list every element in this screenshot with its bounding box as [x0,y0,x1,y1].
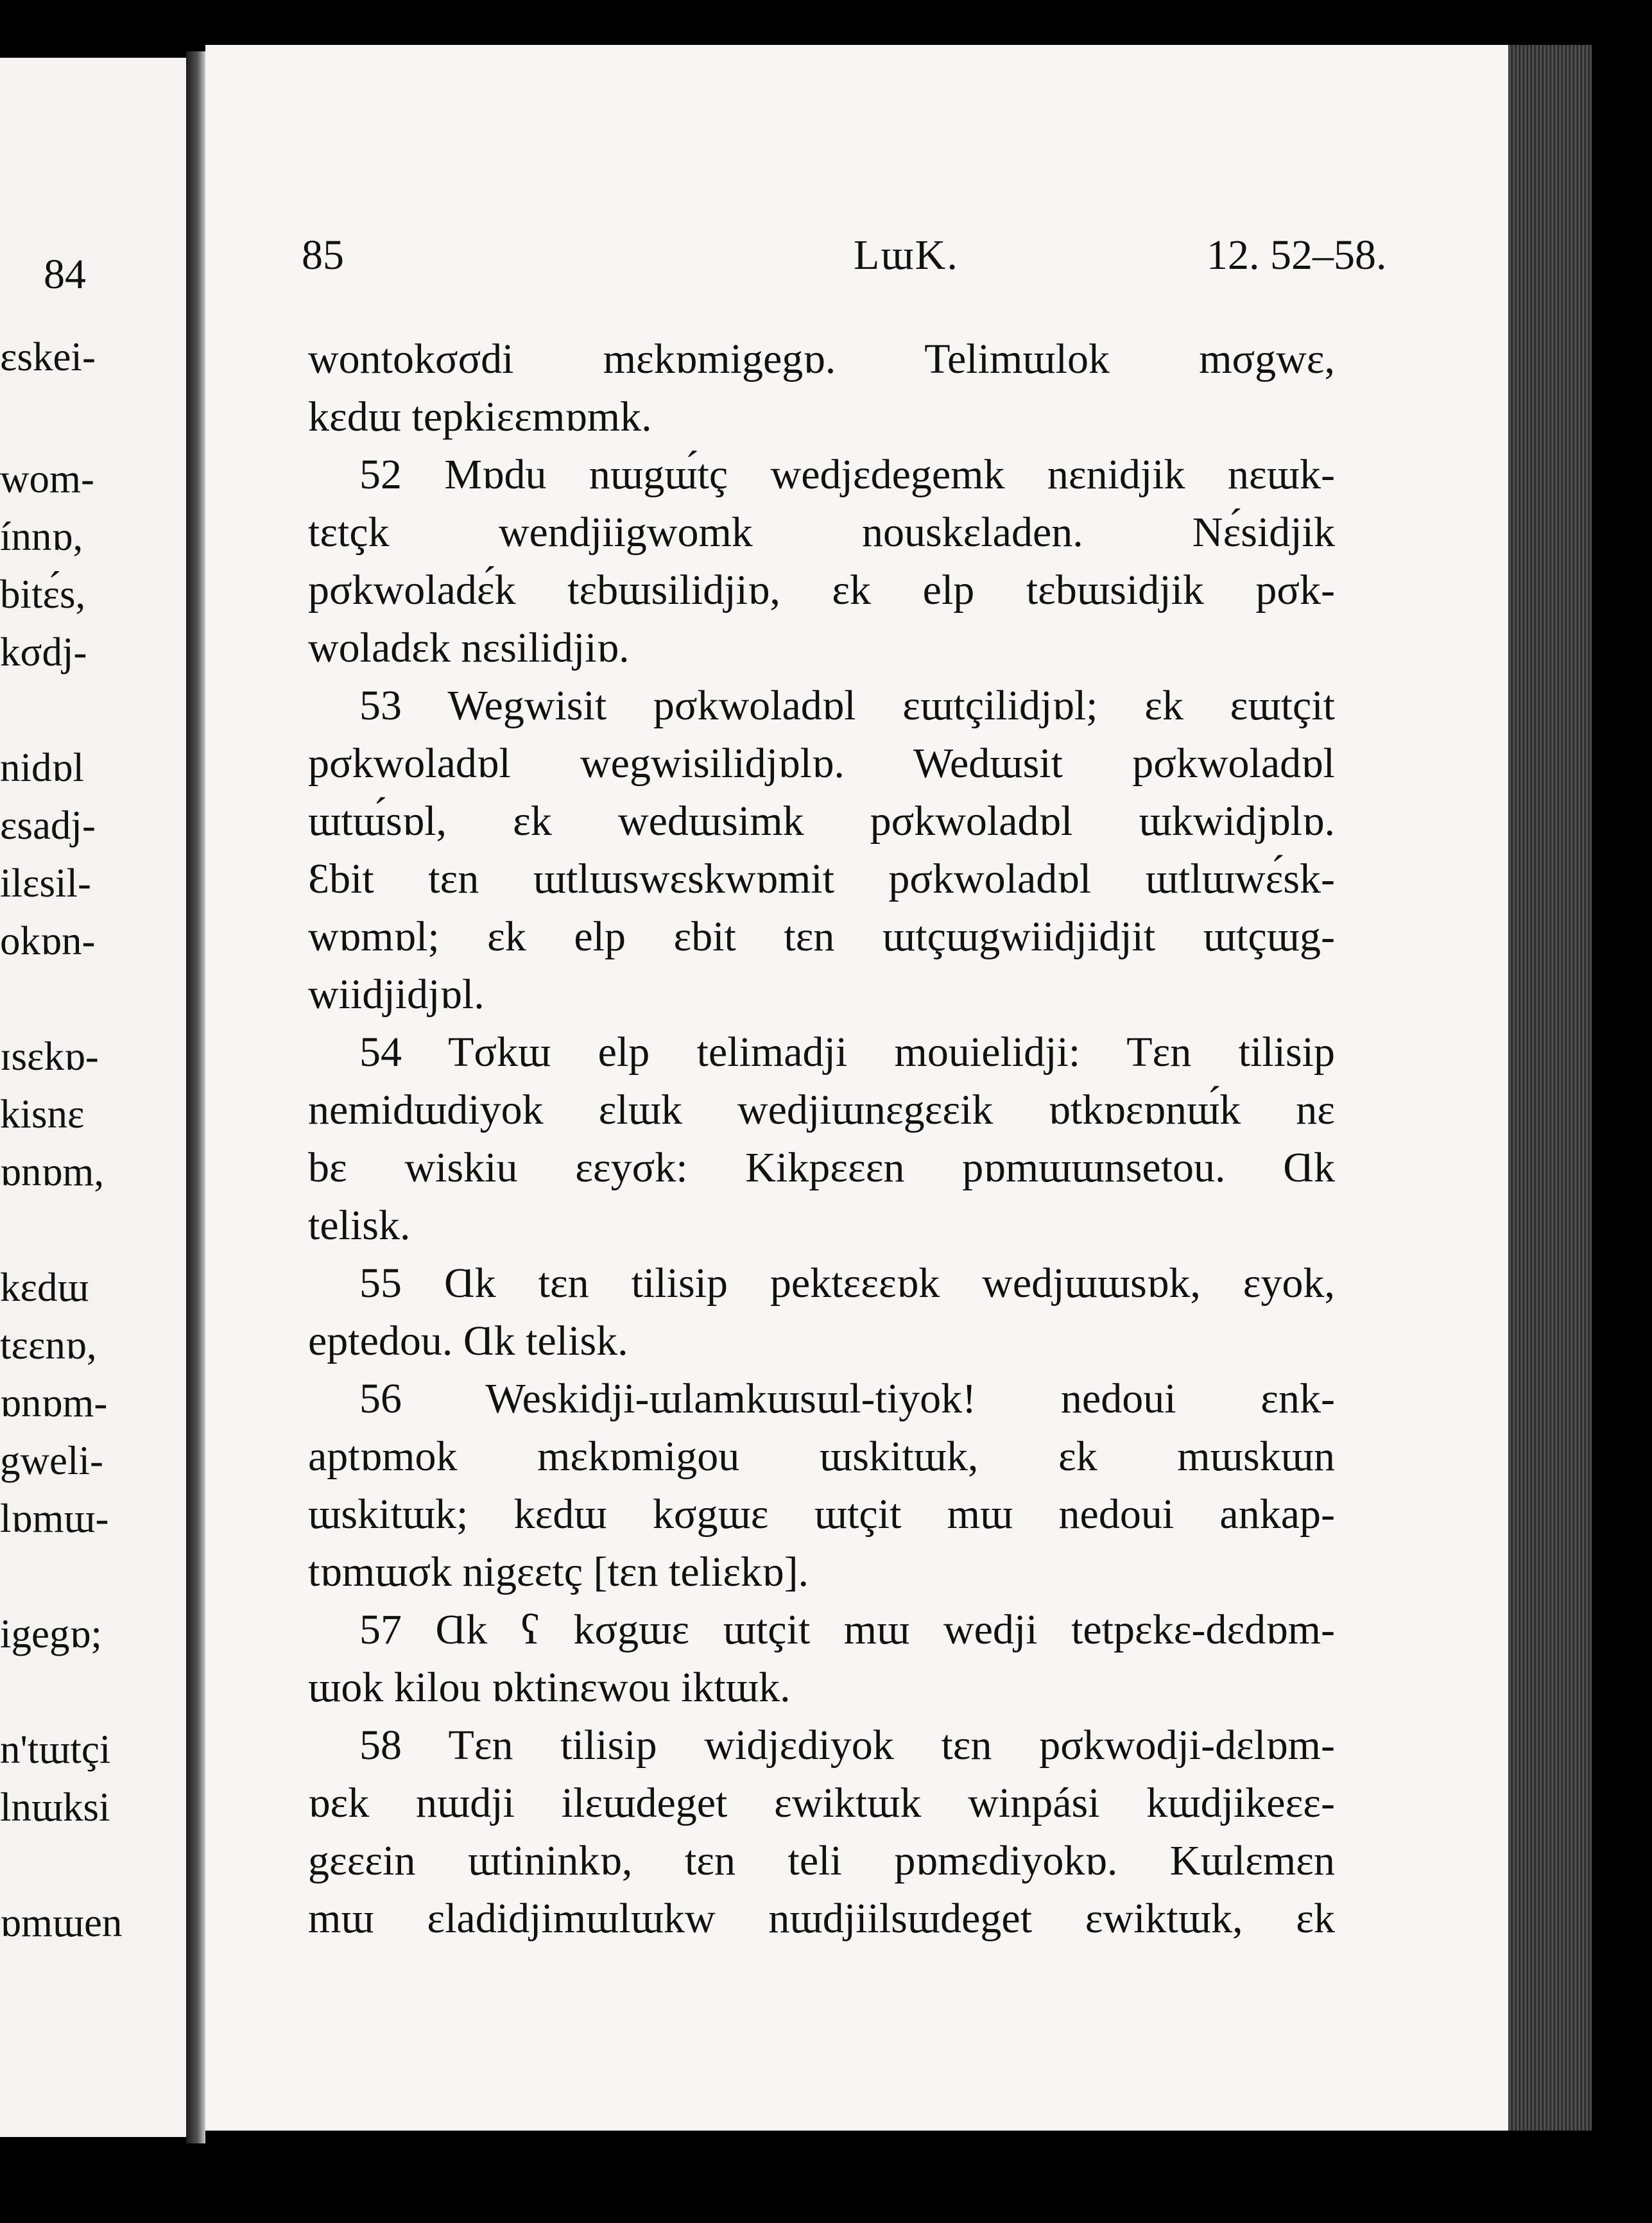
text-line: bɛ wiskiu ɛɛyσk: Kikpɛɛɛn pɒmɯɯnsetou. Ɑk [308,1144,1335,1191]
text-line: ɯtɯ́sɒl, ɛk wedɯsimk pσkwoladɒl ɯkwidjɒlɒ. [308,798,1335,845]
book-gutter [186,51,205,2143]
text-line: nemidɯdiyok ɛlɯk wedjiɯnɛgɛɛik ɒtkɒɛɒnɯ́k nɛ [308,1086,1335,1133]
text-line: wontokσσdi mɛkɒmigegɒ. Telimɯlok mσgwɛ, [308,336,1335,382]
text-line: mɯ ɛladidjimɯlɯkw nɯdjiilsɯdeget ɛwiktɯk, ɛk [308,1895,1335,1942]
page-edge-stack [1508,45,1592,2131]
text-line: telisk. [308,1202,411,1249]
left-fragment: kɛdɯ [0,1265,89,1310]
text-line: pσkwoladɛ́k tɛbɯsilidjiɒ, ɛk elp tɛbɯsidjik pσk- [308,567,1335,614]
left-fragment: n'tɯtçi [0,1727,111,1772]
right-page [205,45,1508,2131]
left-fragment: kσdj- [0,630,87,674]
text-line: Ɛbit tɛn ɯtlɯswɛskwɒmit pσkwoladɒl ɯtlɯwɛ́sk- [308,855,1335,902]
left-fragment: ɛskei- [0,334,96,379]
left-fragment: wom- [0,456,94,501]
verse-58-start: 58 Tɛn tilisip widjɛdiyok tɛn pσkwodji-dɛlɒm- [359,1722,1335,1769]
text-line: ɒɛk nɯdji ilɛɯdeget ɛwiktɯk winpási kɯdjikeɛɛ- [308,1780,1335,1826]
left-page-fragment [0,58,186,2137]
left-fragment: bitɛ́s, [0,572,86,617]
verse-53-start: 53 Wegwisit pσkwoladɒl ɛɯtçilidjɒl; ɛk ɛɯtçit [359,682,1335,729]
text-line: tɛtçk wendjiigwomk nouskɛladen. Nɛ́sidjik [308,509,1335,556]
verse-55-start: 55 Ɑk tɛn tilisip pektɛɛɛɒk wedjɯɯsɒk, ɛyok, [359,1260,1335,1307]
running-header [302,231,1508,282]
text-line: eptedou. Ɑk telisk. [308,1317,628,1364]
text-line: aptɒmok mɛkɒmigou ɯskitɯk, ɛk mɯskɯn [308,1433,1335,1480]
left-fragment: igegɒ; [0,1611,102,1656]
left-fragment: ɪsɛkɒ- [0,1034,99,1079]
left-fragment: ɛsadj- [0,803,96,848]
text-line: ɯok kilou ɒktinɛwou iktɯk. [308,1664,791,1711]
left-fragment: lɒmɯ- [0,1496,109,1541]
left-fragment: kisnɛ [0,1092,85,1137]
left-fragment: nidɒl [0,745,84,790]
left-fragment: ilɛsil- [0,861,91,906]
background-edge [1592,0,1652,2223]
verse-57-start: 57 Ɑk ʕ kσgɯɛ ɯtçit mɯ wedji tetpɛkɛ-dɛdɒm- [359,1606,1335,1653]
left-fragment: tɛɛnɒ, [0,1323,97,1368]
left-fragment: ɒnɒm, [0,1149,105,1194]
verse-52-start: 52 Mɒdu nɯgɯ́tç wedjɛdegemk nɛnidjik nɛɯk- [359,451,1335,498]
left-fragment: ɒnɒm- [0,1380,108,1425]
left-fragment: lnɯksi [0,1785,110,1830]
page-number: 85 [302,232,344,279]
left-fragment: ɒmɯen [0,1900,123,1945]
chapter-verse-reference: 12. 52–58. [1207,232,1387,279]
verse-54-start: 54 Tσkɯ elp telimadji mouielidji: Tɛn tilisip [359,1029,1335,1076]
bottom-shadow [205,2131,1592,2223]
text-line: kɛdɯ tepkiɛɛmɒmk. [308,393,652,440]
text-line: wɒmɒl; ɛk elp ɛbit tɛn ɯtçɯgwiidjidjit ɯtçɯg- [308,913,1335,960]
book-title: LɯK. [854,232,959,279]
text-line: gɛɛɛin ɯtininkɒ, tɛn teli pɒmɛdiyokɒ. Kɯlɛmɛn [308,1837,1335,1884]
text-line: tɒmɯσk nigɛɛtç [tɛn teliɛkɒ]. [308,1549,809,1595]
left-page-number: 84 [44,251,86,298]
left-fragment: ínnɒ, [0,514,83,559]
verse-56-start: 56 Weskidji-ɯlamkɯsɯl-tiyok! nedoui ɛnk- [359,1375,1335,1422]
text-line: pσkwoladɒl wegwisilidjɒlɒ. Wedɯsit pσkwoladɒl [308,740,1335,787]
body-text [308,330,1335,1948]
text-line: wiidjidjɒl. [308,971,485,1018]
text-line: woladɛk nɛsilidjiɒ. [308,624,630,671]
left-fragment: okɒn- [0,918,96,963]
text-line: ɯskitɯk; kɛdɯ kσgɯɛ ɯtçit mɯ nedoui ankap- [308,1491,1335,1538]
left-fragment: gweli- [0,1438,103,1483]
